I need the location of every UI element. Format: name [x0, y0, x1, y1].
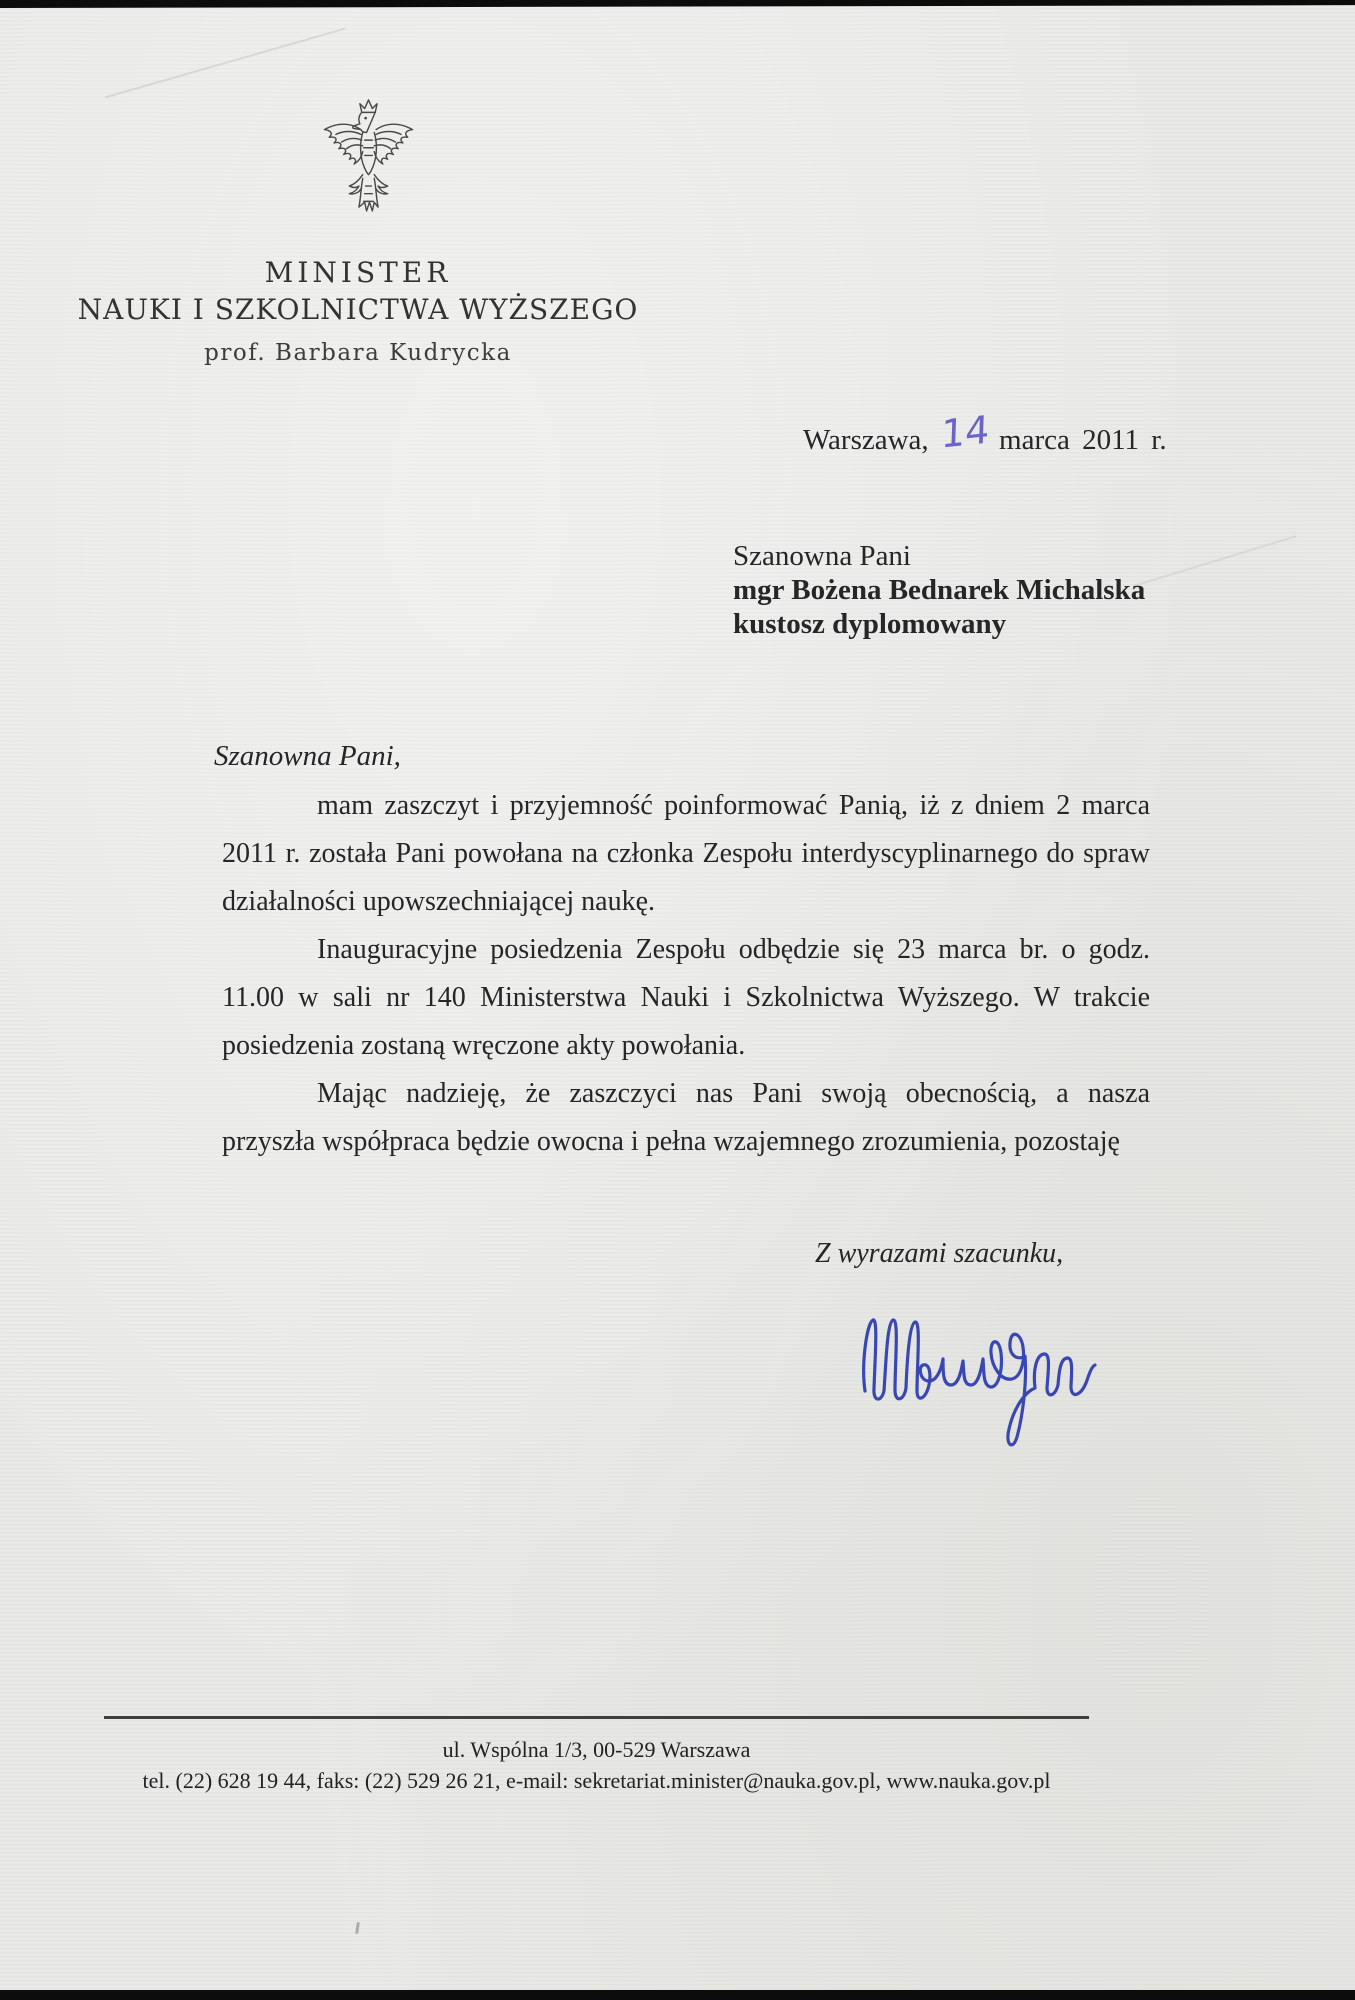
dateline: [803, 407, 1167, 457]
letterhead: [58, 256, 658, 366]
closing-formula: Z wyrazami szacunku,: [815, 1238, 1064, 1269]
paper-crease: [105, 28, 346, 98]
handwritten-day: 14: [940, 407, 990, 457]
body-line: działalności upowszechniającej naukę.: [222, 886, 656, 917]
polish-eagle-emblem: [310, 98, 427, 232]
footer-rule: [104, 1716, 1089, 1719]
body-line: 11.00 w sali nr 140 Ministerstwa Nauki i Szkolnictwa Wyższego. W trakcie: [222, 982, 1150, 1013]
paragraph: [222, 782, 1150, 926]
addressee-title: kustosz dyplomowany: [733, 608, 1007, 640]
scan-edge-top: [0, 0, 1355, 8]
body-line: mam zaszczyt i przyjemność poinformować Panią, iż z dniem 2 marca: [317, 790, 1150, 821]
letter-salutation: Szanowna Pani,: [214, 740, 401, 772]
addressee-block: [733, 539, 1145, 641]
body-line: przyszła współpraca będzie owocna i pełna wzajemnego zrozumienia, pozostaję: [222, 1126, 1120, 1157]
footer: [104, 1716, 1089, 1796]
letterhead-title: MINISTER: [264, 256, 452, 289]
body-line: posiedzenia zostaną wręczone akty powołania.: [222, 1030, 746, 1061]
scan-edge-bottom: [0, 1990, 1355, 2000]
paragraph: [222, 926, 1150, 1070]
paper-crease: [1133, 535, 1296, 586]
letter-body: [222, 782, 1150, 1166]
paragraph: [222, 1070, 1150, 1166]
scan-speck: [355, 1922, 360, 1934]
body-line: 2011 r. została Pani powołana na członka Zespołu interdyscyplinarnego do spraw: [222, 838, 1150, 869]
body-line: Inauguracyjne posiedzenia Zespołu odbędzie się 23 marca br. o godz.: [317, 934, 1150, 965]
body-line: Mając nadzieję, że zaszczyci nas Pani swoją obecnością, a nasza: [317, 1078, 1150, 1109]
footer-contact: tel. (22) 628 19 44, faks: (22) 529 26 21, e-mail: sekretariat.minister@nauka.gov.pl, www.nauka.gov.pl: [142, 1768, 1051, 1793]
handwritten-signature: [855, 1293, 1105, 1458]
letterhead-person: prof. Barbara Kudrycka: [204, 340, 512, 366]
footer-address: ul. Wspólna 1/3, 00-529 Warszawa: [442, 1737, 751, 1762]
letterhead-ministry: NAUKI I SZKOLNICTWA WYŻSZEGO: [77, 293, 639, 326]
addressee-salutation: Szanowna Pani: [733, 540, 911, 572]
addressee-name: mgr Bożena Bednarek Michalska: [733, 574, 1146, 606]
dateline-rest: marca 2011 r.: [999, 424, 1167, 456]
dateline-city: Warszawa,: [803, 424, 929, 456]
